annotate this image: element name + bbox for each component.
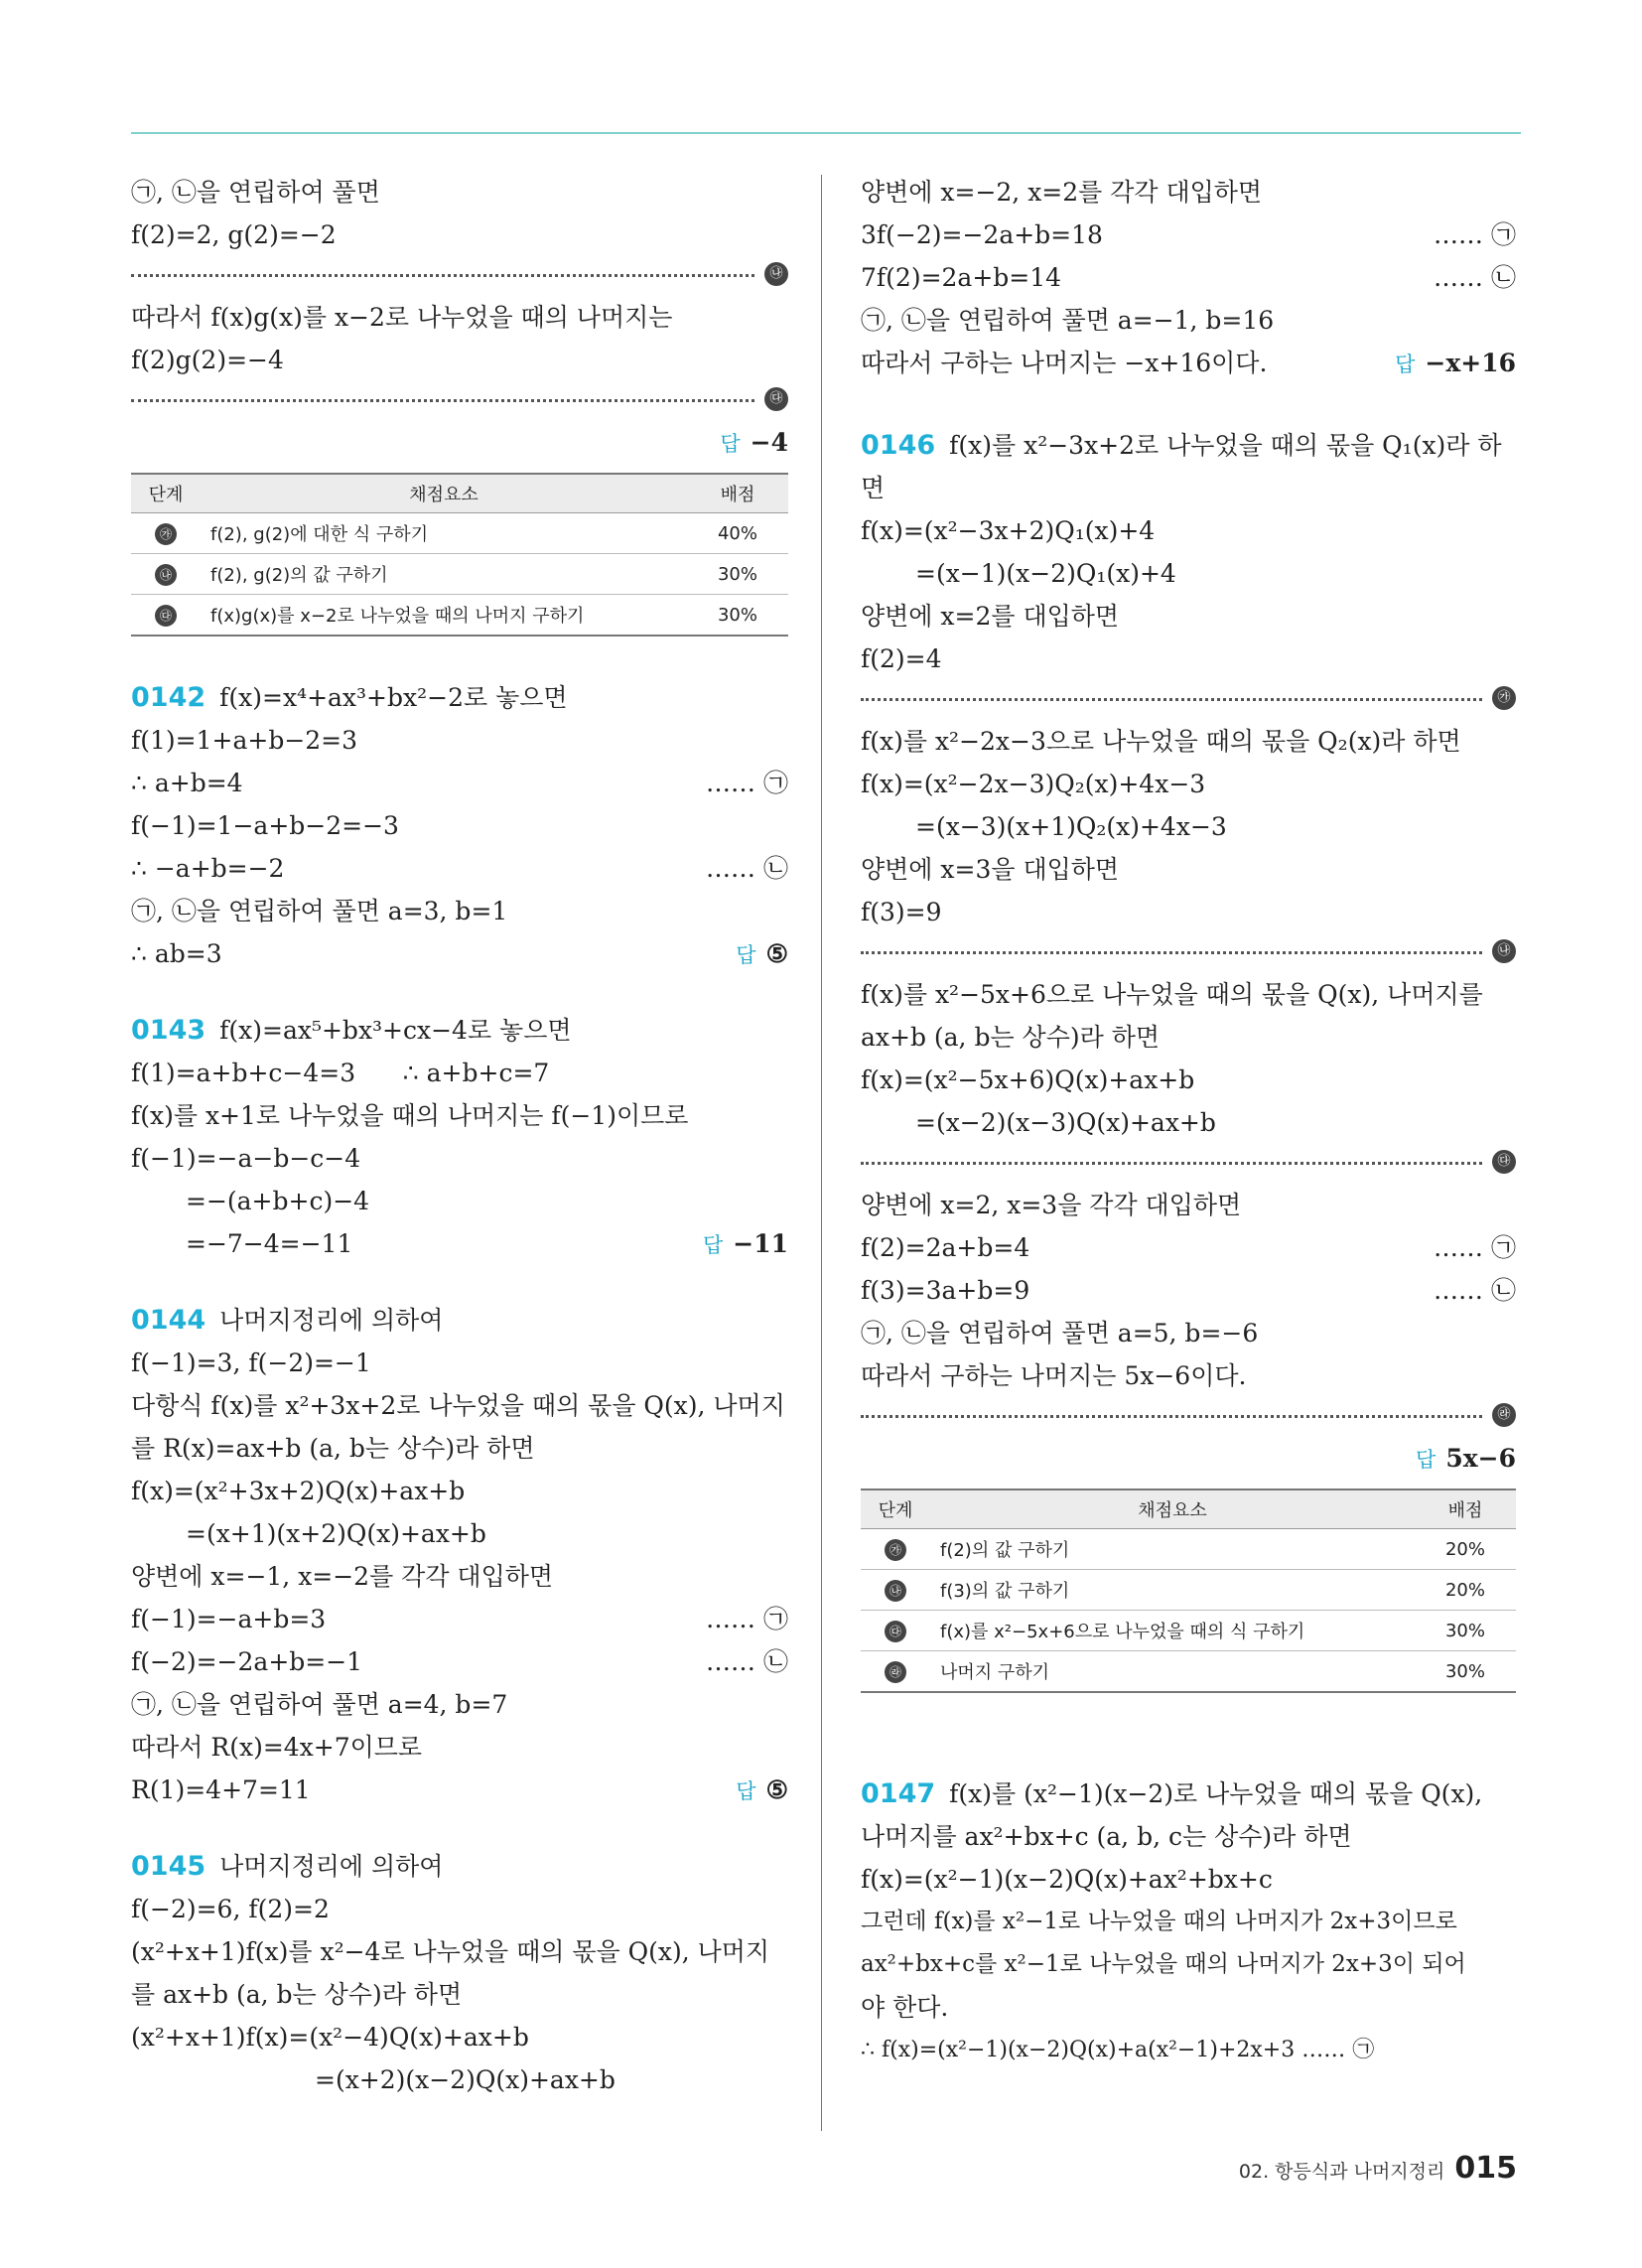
- text-line: =(x−1)(x−2)Q₁(x)+4: [915, 559, 1176, 588]
- text-line: f(x)=(x²−3x+2)Q₁(x)+4: [861, 516, 1156, 545]
- scoring-table: [131, 473, 788, 637]
- answer-label: 답: [720, 432, 741, 456]
- step-separator: [861, 680, 1516, 720]
- step-badge: ㉮: [155, 523, 177, 545]
- problem-heading: [131, 1845, 788, 1888]
- text-line: (x²+x+1)f(x)=(x²−4)Q(x)+ax+b: [131, 2023, 529, 2052]
- table-cell: f(x)를 x²−5x+6으로 나누었을 때의 식 구하기: [930, 1611, 1415, 1651]
- problem-number: 0142: [131, 682, 206, 713]
- text-line: ax+b (a, b는 상수)라 하면: [861, 1023, 1161, 1052]
- text-line: f(x)=(x²−1)(x−2)Q(x)+ax²+bx+c: [861, 1865, 1273, 1894]
- text-line: 를 ax+b (a, b는 상수)라 하면: [131, 1980, 463, 2009]
- step-badge: ㉱: [885, 1661, 906, 1683]
- problem-text: f(x)를 x²−3x+2로 나누었을 때의 몫을 Q₁(x)라 하: [949, 431, 1502, 460]
- step-badge: ㉰: [885, 1621, 906, 1642]
- table-cell: 20%: [1415, 1570, 1516, 1611]
- step-badge: ㉯: [155, 564, 177, 586]
- problem-number: 0144: [131, 1305, 206, 1336]
- problem-heading: [131, 676, 788, 719]
- problem-number: 0143: [131, 1015, 206, 1046]
- text-line: (x²+x+1)f(x)를 x²−4로 나누었을 때의 몫을 Q(x), 나머지: [131, 1937, 770, 1966]
- problem-text: f(x)를 (x²−1)(x−2)로 나누었을 때의 몫을 Q(x),: [949, 1779, 1483, 1808]
- table-row: [861, 1611, 1516, 1651]
- text-line: 3f(−2)=−2a+b=18 …… ㉠: [861, 213, 1516, 256]
- problem-heading: [861, 1772, 1516, 1815]
- text-line: =−(a+b+c)−4: [186, 1187, 370, 1215]
- text-line: =−7−4=−11 답 −11: [131, 1222, 788, 1265]
- text-line: f(2)=4: [861, 644, 942, 673]
- text-line: 양변에 x=2, x=3을 각각 대입하면: [861, 1191, 1242, 1219]
- step-separator: [861, 1144, 1516, 1184]
- table-header: 배점: [1415, 1489, 1516, 1529]
- step-badge: ㉰: [155, 605, 177, 627]
- text-line: =(x−2)(x−3)Q(x)+ax+b: [915, 1108, 1216, 1137]
- text-line: f(−2)=−2a+b=−1 …… ㉡: [131, 1640, 788, 1683]
- text-line: f(3)=9: [861, 898, 942, 926]
- text-line: ∴ f(x)=(x²−1)(x−2)Q(x)+a(x²−1)+2x+3 …… ㉠: [861, 2038, 1375, 2062]
- problem-text: 나머지정리에 의하여: [219, 1852, 444, 1881]
- answer-value: 5x−6: [1445, 1444, 1516, 1473]
- text-line: 양변에 x=3을 대입하면: [861, 855, 1120, 884]
- text-line: 양변에 x=2를 대입하면: [861, 602, 1120, 631]
- text-line: 그런데 f(x)를 x²−1로 나누었을 때의 나머지가 2x+3이므로: [861, 1909, 1457, 1934]
- equation-tag: …… ㉠: [1434, 1233, 1516, 1262]
- step-badge: ㉰: [1492, 1150, 1516, 1174]
- answer: 답 ⑤: [736, 939, 788, 968]
- answer-value: ⑤: [765, 1775, 788, 1804]
- step-badge: ㉱: [1492, 1403, 1516, 1427]
- table-cell: 30%: [1415, 1651, 1516, 1693]
- text-line: 를 R(x)=ax+b (a, b는 상수)라 하면: [131, 1434, 535, 1463]
- table-row: [861, 1529, 1516, 1570]
- text-line: f(2)g(2)=−4: [131, 346, 284, 374]
- equation-tag: …… ㉠: [706, 1605, 788, 1633]
- table-cell: 나머지 구하기: [930, 1651, 1415, 1693]
- table-header: 채점요소: [930, 1489, 1415, 1529]
- problem-heading: [131, 1009, 788, 1052]
- answer-value: −4: [750, 428, 788, 457]
- text-line: ㉠, ㉡을 연립하여 풀면 a=5, b=−6: [861, 1319, 1259, 1347]
- text-line: f(x)를 x²−5x+6으로 나누었을 때의 몫을 Q(x), 나머지를: [861, 980, 1483, 1009]
- table-row: [861, 1651, 1516, 1693]
- text-line: f(x)를 x+1로 나누었을 때의 나머지는 f(−1)이므로: [131, 1101, 689, 1130]
- step-separator: [131, 256, 788, 296]
- step-separator: [131, 381, 788, 421]
- text-line: ㉠, ㉡을 연립하여 풀면: [131, 178, 380, 207]
- text-line: f(2)=2a+b=4 …… ㉠: [861, 1226, 1516, 1269]
- text-line: 다항식 f(x)를 x²+3x+2로 나누었을 때의 몫을 Q(x), 나머지: [131, 1391, 785, 1420]
- answer: [131, 421, 788, 465]
- text-line: ∴ ab=3 답 ⑤: [131, 932, 788, 975]
- answer: 답 ⑤: [736, 1775, 788, 1804]
- equation-tag: …… ㉡: [706, 854, 788, 883]
- page-number: 015: [1454, 2151, 1517, 2186]
- table-cell: 20%: [1415, 1529, 1516, 1570]
- answer: 답 5x−6: [1416, 1444, 1516, 1473]
- text-line: f(−1)=−a−b−c−4: [131, 1144, 361, 1173]
- text-line: f(x)=(x²+3x+2)Q(x)+ax+b: [131, 1477, 466, 1505]
- text-line: f(3)=3a+b=9 …… ㉡: [861, 1269, 1516, 1312]
- text-line: ㉠, ㉡을 연립하여 풀면 a=3, b=1: [131, 897, 508, 925]
- text-line: 나머지를 ax²+bx+c (a, b, c는 상수)라 하면: [861, 1822, 1352, 1851]
- text-line: =(x−3)(x+1)Q₂(x)+4x−3: [915, 812, 1227, 841]
- text-line: =(x+2)(x−2)Q(x)+ax+b: [315, 2065, 616, 2094]
- table-cell: f(2), g(2)의 값 구하기: [201, 554, 687, 595]
- text-line: f(−2)=6, f(2)=2: [131, 1895, 330, 1923]
- page-footer: [1239, 2151, 1517, 2186]
- step-badge: ㉰: [764, 387, 788, 411]
- text-line: f(−1)=1−a+b−2=−3: [131, 811, 399, 840]
- answer: 답 −x+16: [1395, 349, 1516, 377]
- step-badge: ㉮: [885, 1539, 906, 1561]
- table-header: 배점: [687, 474, 788, 513]
- text-line: 야 한다.: [861, 1993, 949, 2022]
- problem-number: 0145: [131, 1851, 206, 1882]
- answer-value: −11: [733, 1229, 788, 1258]
- problem-text: f(x)=x⁴+ax³+bx²−2로 놓으면: [219, 683, 568, 712]
- text-line: ax²+bx+c를 x²−1로 나누었을 때의 나머지가 2x+3이 되어: [861, 1951, 1466, 1977]
- text-line: 따라서 구하는 나머지는 5x−6이다.: [861, 1361, 1247, 1390]
- text-line: 따라서 R(x)=4x+7이므로: [131, 1733, 423, 1762]
- step-separator: [861, 1397, 1516, 1437]
- text-line: =(x+1)(x+2)Q(x)+ax+b: [186, 1519, 486, 1548]
- text-line: f(x)를 x²−2x−3으로 나누었을 때의 몫을 Q₂(x)라 하면: [861, 727, 1461, 756]
- table-header: 단계: [861, 1489, 930, 1529]
- text-line: f(−1)=3, f(−2)=−1: [131, 1348, 371, 1377]
- right-column: [861, 171, 1516, 2071]
- table-cell: 40%: [687, 513, 788, 554]
- table-cell: f(x)g(x)를 x−2로 나누었을 때의 나머지 구하기: [201, 595, 687, 637]
- text-line: f(x)=(x²−5x+6)Q(x)+ax+b: [861, 1065, 1195, 1094]
- table-cell: 30%: [687, 554, 788, 595]
- text-line: f(−1)=−a+b=3 …… ㉠: [131, 1598, 788, 1640]
- problem-text: 나머지정리에 의하여: [219, 1306, 444, 1335]
- table-cell: 30%: [1415, 1611, 1516, 1651]
- text-line: 따라서 구하는 나머지는 −x+16이다. 답 −x+16: [861, 342, 1516, 384]
- scoring-table: [861, 1488, 1516, 1693]
- step-separator: [861, 933, 1516, 973]
- text-line: 양변에 x=−1, x=−2를 각각 대입하면: [131, 1562, 554, 1591]
- table-row: [131, 595, 788, 637]
- text-line: f(1)=1+a+b−2=3: [131, 726, 358, 755]
- table-cell: f(2), g(2)에 대한 식 구하기: [201, 513, 687, 554]
- table-row: [131, 513, 788, 554]
- text-line: ㉠, ㉡을 연립하여 풀면 a=−1, b=16: [861, 306, 1275, 335]
- answer-value: ⑤: [765, 939, 788, 968]
- text-line: 7f(2)=2a+b=14 …… ㉡: [861, 256, 1516, 299]
- chapter-title: 02. 항등식과 나머지정리: [1238, 2161, 1445, 2183]
- text-line: ∴ a+b=4 …… ㉠: [131, 762, 788, 804]
- problem-heading: [861, 424, 1516, 467]
- step-badge: ㉯: [764, 262, 788, 286]
- equation-tag: …… ㉠: [1434, 220, 1516, 249]
- text-line: 양변에 x=−2, x=2를 각각 대입하면: [861, 178, 1263, 207]
- step-badge: ㉯: [1492, 939, 1516, 963]
- table-header: 채점요소: [201, 474, 687, 513]
- problem-heading: [131, 1299, 788, 1342]
- header-rule: [131, 132, 1521, 134]
- step-badge: ㉮: [1492, 686, 1516, 710]
- text-line: R(1)=4+7=11 답 ⑤: [131, 1769, 788, 1811]
- text-line: f(2)=2, g(2)=−2: [131, 220, 337, 249]
- text-line: f(x)=(x²−2x−3)Q₂(x)+4x−3: [861, 770, 1206, 798]
- answer: 답 −11: [702, 1229, 788, 1258]
- text-line: 따라서 f(x)g(x)를 x−2로 나누었을 때의 나머지는: [131, 303, 673, 332]
- table-cell: f(2)의 값 구하기: [930, 1529, 1415, 1570]
- table-header: 단계: [131, 474, 201, 513]
- text-line: f(1)=a+b+c−4=3 ∴ a+b+c=7: [131, 1059, 550, 1087]
- problem-number: 0146: [861, 430, 936, 461]
- problem-number: 0147: [861, 1778, 936, 1809]
- table-row: [131, 554, 788, 595]
- table-cell: 30%: [687, 595, 788, 637]
- equation-tag: …… ㉡: [706, 1647, 788, 1676]
- text-line: 면: [861, 474, 886, 502]
- problem-text: f(x)=ax⁵+bx³+cx−4로 놓으면: [219, 1016, 572, 1045]
- table-row: [861, 1570, 1516, 1611]
- answer-value: −x+16: [1425, 349, 1516, 377]
- equation-tag: …… ㉡: [1434, 263, 1516, 292]
- text-line: ㉠, ㉡을 연립하여 풀면 a=4, b=7: [131, 1690, 508, 1719]
- column-divider: [821, 175, 822, 2131]
- equation-tag: …… ㉠: [706, 769, 788, 797]
- equation-tag: …… ㉡: [1434, 1276, 1516, 1305]
- table-cell: f(3)의 값 구하기: [930, 1570, 1415, 1611]
- left-column: [131, 171, 788, 2101]
- text-line: ∴ −a+b=−2 …… ㉡: [131, 847, 788, 890]
- step-badge: ㉯: [885, 1580, 906, 1602]
